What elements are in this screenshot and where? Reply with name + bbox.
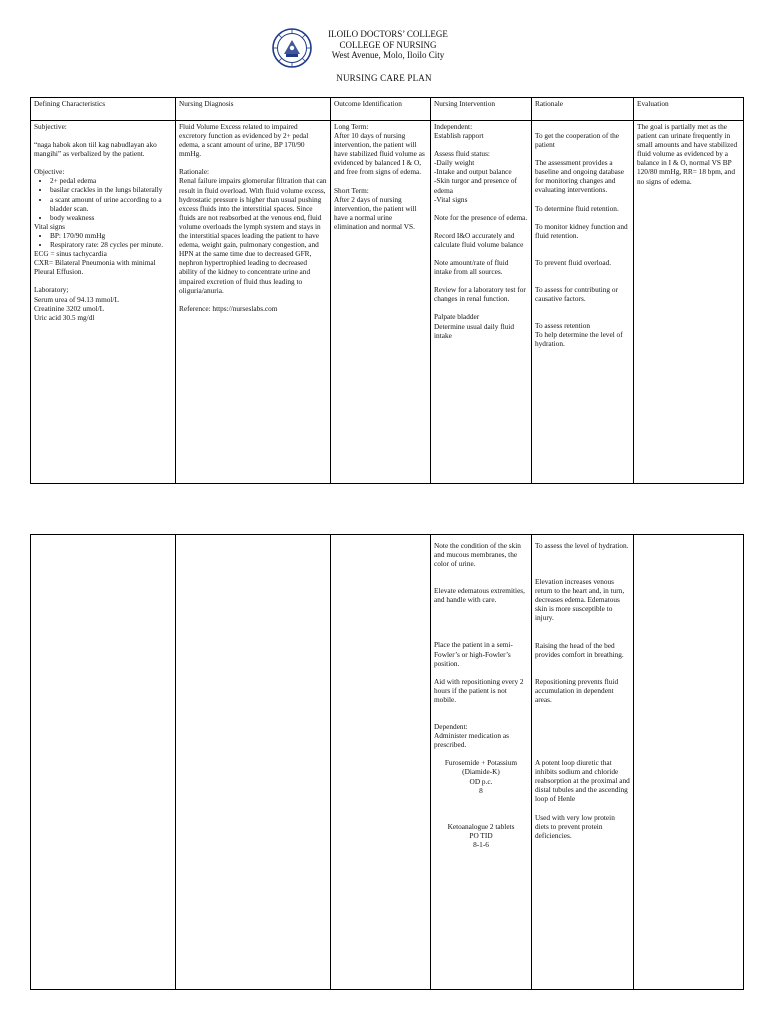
diagnosis-rationale: Renal failure impairs glomerular filtration that can result in fluid overload. With fluid volume excess, hydrostatic pressure is higher than usual pushing excess fluids into the interstitial spaces. Since fluids are not reabsorbed at the venous end, fluid volume overloads the lymph system and stays in the interstitial spaces leading the patient to have edema, weight gain, pulmonary congestion, and HPN at the same time due to decreased GFR, nephron hypertrophied leading to decreased ability of the kidney to concentrate urine and impaired excretion of fluid thus leading to oliguria/anuria.: [179, 176, 327, 295]
list-item: • a scant amount of urine according to a bladder scan.: [50, 195, 172, 213]
rationale-label: Rationale:: [179, 167, 209, 177]
diagnosis-statement: Fluid Volume Excess related to impaired excretory function as evidenced by 2+ pedal edema, a scant amount of urine, BP 170/90 mmHg.: [179, 122, 309, 159]
ecg-finding: ECG = sinus tachycardia: [34, 249, 107, 259]
defining-characteristics-cell: [31, 535, 176, 990]
rationale-item: To determine fluid retention.: [535, 203, 619, 213]
list-item: • basilar crackles in the lungs bilaterally: [50, 185, 172, 194]
rationale-item: The assessment provides a baseline and ongoing database for monitoring changes and evaluating interventions.: [535, 158, 624, 195]
intervention-item: Assess fluid status: -Daily weight -Intake and output balance -Skin turgor and presence of edema -Vital signs: [434, 149, 517, 204]
intervention-item: Elevate edematous extremities, and handle with care.: [434, 586, 525, 605]
intervention-item: Record I&O accurately and calculate fluid volume balance: [434, 230, 524, 249]
care-plan-table-page-1: [30, 97, 744, 484]
nursing-diagnosis-cell: [176, 121, 331, 484]
evaluation-text: The goal is partially met as the patient can urinate frequently in small amounts and have stabilized fluid volume as evidenced by a balance in I & O, normal VS BP 120/80 mmHg, RR= 18 bpm, and no signs of edema.: [637, 122, 738, 186]
rationale-item: To get the cooperation of the patient: [535, 131, 619, 150]
rationale-item: To assess retention To help determine the level of hydration.: [535, 321, 623, 349]
vitals-label: Vital signs: [34, 221, 65, 231]
long-term-goal: After 10 days of nursing intervention, the patient will have stabilized fluid volume as evidenced by balanced I & O, and free from signs of edema.: [334, 131, 425, 177]
nursing-intervention-cell: [431, 535, 532, 990]
intervention-item: Dependent: Administer medication as prescribed.: [434, 722, 509, 750]
vitals-list: [34, 231, 172, 249]
care-plan-table-page-2: [30, 534, 744, 990]
rationale-item: Repositioning prevents fluid accumulation in dependent areas.: [535, 676, 619, 704]
laboratory-label: Laboratory;: [34, 285, 69, 295]
evaluation-cell: [634, 121, 744, 484]
outcome-identification-cell: [331, 121, 431, 484]
short-term-label: Short Term:: [334, 185, 369, 195]
rationale-cell: [532, 535, 634, 990]
defining-characteristics-cell: [31, 121, 176, 484]
column-header: Nursing Diagnosis: [176, 98, 331, 121]
college-address: West Avenue, Molo, Iloilo City: [331, 50, 445, 60]
rationale-item: To prevent fluid overload.: [535, 257, 612, 267]
objective-list: [34, 176, 172, 221]
intervention-item: Palpate bladder Determine usual daily fluid intake: [434, 312, 515, 340]
short-term-goal: After 2 days of nursing intervention, the patient will have a normal urine elimination and normal VS.: [334, 194, 417, 231]
intervention-item: Independent: Establish rapport: [434, 122, 484, 141]
rationale-item: Raising the head of the bed provides comfort in breathing.: [535, 640, 624, 659]
subjective-label: Subjective:: [34, 122, 67, 131]
nursing-intervention-cell: [431, 121, 532, 484]
intervention-item: Review for a laboratory test for changes in renal function.: [434, 285, 526, 304]
reference-text: Reference: https://nurseslabs.com: [179, 303, 278, 313]
lab-result: Serum urea of 94.13 mmol/L: [34, 294, 119, 304]
list-item: • Respiratory rate: 28 cycles per minute.: [50, 240, 172, 249]
rationale-item: Used with very low protein diets to prevent protein deficiencies.: [535, 812, 615, 840]
column-header: Outcome Identification: [331, 98, 431, 121]
intervention-item: Aid with repositioning every 2 hours if the patient is not mobile.: [434, 676, 524, 704]
intervention-item: Note the condition of the skin and mucous membranes, the color of urine.: [434, 541, 521, 569]
intervention-item: Place the patient in a semi-Fowler’s or high-Fowler’s position.: [434, 640, 513, 668]
rationale-item: Elevation increases venous return to the heart and, in turn, decreases edema. Edematous skin is more susceptible to injury.: [535, 577, 625, 623]
rationale-item: To assess for contributing or causative factors.: [535, 284, 618, 304]
column-header: Evaluation: [634, 98, 744, 121]
lab-result: Uric acid 30.5 mg/dl: [34, 312, 95, 322]
column-header: Defining Characteristics: [31, 98, 176, 121]
subjective-quote: “naga habok akon tiil kag nabudlayan ako mangihi” as verbalized by the patient.: [34, 140, 157, 159]
intervention-item: Note for the presence of edema.: [434, 212, 528, 222]
cxr-finding: CXR= Bilateral Pneumonia with minimal Pleural Effusion.: [34, 258, 156, 277]
evaluation-cell: [634, 535, 744, 990]
college-name: ILOILO DOCTORS’ COLLEGE: [328, 29, 448, 39]
college-seal-icon: [272, 28, 312, 68]
rationale-item: To monitor kidney function and fluid retention.: [535, 221, 628, 240]
objective-label: Objective:: [34, 167, 65, 177]
page-title: NURSING CARE PLAN: [336, 73, 432, 83]
medication-order: Ketoanalogue 2 tablets PO TID 8-1-6: [447, 821, 515, 849]
rationale-cell: [532, 121, 634, 484]
list-item: • BP: 170/90 mmHg: [50, 231, 172, 240]
list-item: • body weakness: [50, 213, 172, 222]
lab-result: Creatinine 3202 umol/L: [34, 303, 105, 313]
department-name: COLLEGE OF NURSING: [339, 39, 437, 50]
column-header: Nursing Intervention: [431, 98, 532, 121]
column-header: Rationale: [532, 98, 634, 121]
long-term-label: Long Term:: [334, 122, 369, 131]
rationale-item: To assess the level of hydration.: [535, 541, 629, 550]
rationale-item: A potent loop diuretic that inhibits sodium and chloride reabsorption at the proximal and distal tubules and the ascending loop of Henle: [535, 758, 630, 804]
outcome-identification-cell: [331, 535, 431, 990]
intervention-item: Note amount/rate of fluid intake from all sources.: [434, 258, 509, 277]
medication-order: Furosemide + Potassium (Diamide-K) OD p.c. 8: [444, 758, 518, 795]
list-item: • 2+ pedal edema: [50, 176, 172, 185]
nursing-diagnosis-cell: [176, 535, 331, 990]
